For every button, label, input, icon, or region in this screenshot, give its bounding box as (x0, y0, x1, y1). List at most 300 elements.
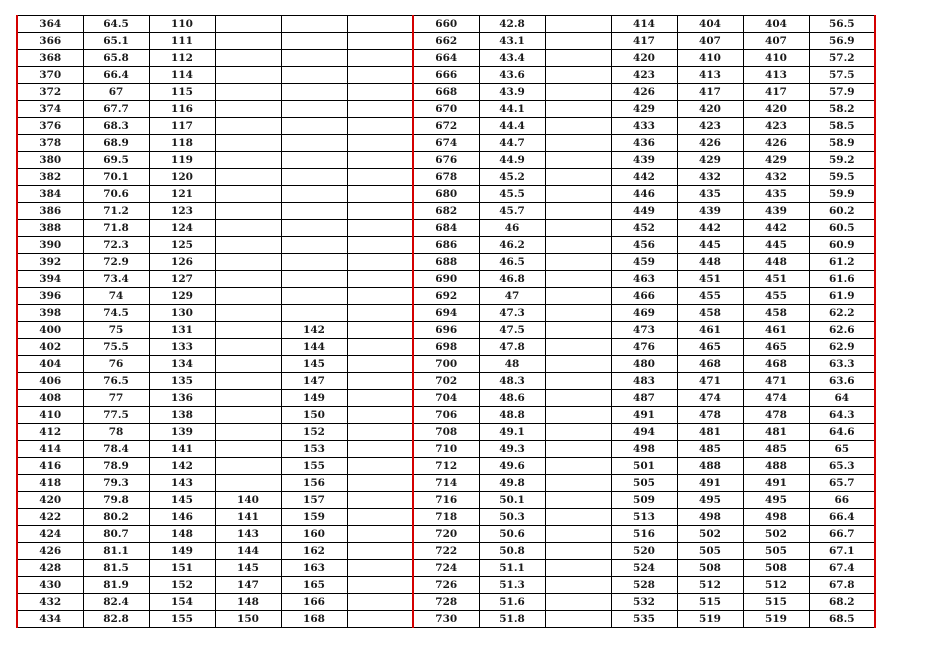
table-cell: 417 (611, 33, 677, 50)
table-cell: 67.4 (809, 560, 875, 577)
table-cell: 78 (83, 424, 149, 441)
table-cell: 68.5 (809, 611, 875, 628)
table-cell (215, 237, 281, 254)
table-cell: 708 (413, 424, 479, 441)
table-cell (545, 594, 611, 611)
table-cell: 68.2 (809, 594, 875, 611)
table-cell: 423 (743, 118, 809, 135)
table-cell: 140 (215, 492, 281, 509)
table-cell: 134 (149, 356, 215, 373)
table-cell: 426 (17, 543, 83, 560)
table-cell: 502 (743, 526, 809, 543)
table-cell: 428 (17, 560, 83, 577)
table-cell: 488 (677, 458, 743, 475)
table-cell: 494 (611, 424, 677, 441)
table-cell (347, 390, 413, 407)
table-row (17, 16, 875, 33)
table-cell (347, 611, 413, 628)
table-row (17, 203, 875, 220)
table-cell (347, 509, 413, 526)
table-cell: 471 (677, 373, 743, 390)
table-cell (347, 254, 413, 271)
table-cell: 488 (743, 458, 809, 475)
table-cell: 446 (611, 186, 677, 203)
table-row (17, 441, 875, 458)
table-cell: 432 (743, 169, 809, 186)
table-cell (215, 254, 281, 271)
table-cell (281, 203, 347, 220)
table-cell: 42.8 (479, 16, 545, 33)
table-cell (545, 33, 611, 50)
table-cell (545, 526, 611, 543)
table-cell: 535 (611, 611, 677, 628)
table-cell: 404 (17, 356, 83, 373)
table-cell: 66.4 (809, 509, 875, 526)
table-cell: 448 (743, 254, 809, 271)
table-cell (545, 322, 611, 339)
table-cell: 465 (743, 339, 809, 356)
table-cell: 435 (677, 186, 743, 203)
table-cell: 404 (677, 16, 743, 33)
table-row (17, 475, 875, 492)
table-cell: 473 (611, 322, 677, 339)
table-cell: 429 (677, 152, 743, 169)
table-cell: 130 (149, 305, 215, 322)
table-cell (545, 475, 611, 492)
table-cell: 406 (17, 373, 83, 390)
table-cell: 141 (149, 441, 215, 458)
table-cell (347, 543, 413, 560)
table-cell: 46 (479, 220, 545, 237)
table-row (17, 509, 875, 526)
table-cell: 146 (149, 509, 215, 526)
table-cell: 698 (413, 339, 479, 356)
table-cell: 57.5 (809, 67, 875, 84)
table-row (17, 322, 875, 339)
table-cell: 43.1 (479, 33, 545, 50)
table-cell: 469 (611, 305, 677, 322)
table-cell: 432 (677, 169, 743, 186)
table-cell (347, 16, 413, 33)
table-cell: 129 (149, 288, 215, 305)
table-cell: 157 (281, 492, 347, 509)
table-cell: 478 (677, 407, 743, 424)
table-cell: 468 (743, 356, 809, 373)
table-cell: 502 (677, 526, 743, 543)
table-cell: 163 (281, 560, 347, 577)
table-cell: 43.6 (479, 67, 545, 84)
table-cell: 62.2 (809, 305, 875, 322)
table-cell: 49.1 (479, 424, 545, 441)
table-cell: 75.5 (83, 339, 149, 356)
table-cell: 82.8 (83, 611, 149, 628)
table-cell: 51.8 (479, 611, 545, 628)
table-cell (545, 424, 611, 441)
table-cell: 396 (17, 288, 83, 305)
table-cell: 512 (743, 577, 809, 594)
table-cell: 47 (479, 288, 545, 305)
table-cell: 481 (743, 424, 809, 441)
table-cell: 47.8 (479, 339, 545, 356)
table-cell: 680 (413, 186, 479, 203)
table-cell (545, 288, 611, 305)
table-cell: 49.3 (479, 441, 545, 458)
table-cell: 519 (677, 611, 743, 628)
table-cell: 133 (149, 339, 215, 356)
table-cell (215, 305, 281, 322)
table-cell: 426 (677, 135, 743, 152)
table-row (17, 339, 875, 356)
table-cell (347, 492, 413, 509)
table-cell (347, 169, 413, 186)
table-cell: 692 (413, 288, 479, 305)
table-cell: 142 (281, 322, 347, 339)
table-cell: 524 (611, 560, 677, 577)
table-cell: 64.5 (83, 16, 149, 33)
table-cell: 50.8 (479, 543, 545, 560)
table-cell: 58.9 (809, 135, 875, 152)
table-cell (347, 203, 413, 220)
table-cell: 143 (149, 475, 215, 492)
table-cell (545, 543, 611, 560)
table-cell (215, 169, 281, 186)
table-cell: 135 (149, 373, 215, 390)
table-cell (545, 458, 611, 475)
table-cell: 660 (413, 16, 479, 33)
table-cell: 60.5 (809, 220, 875, 237)
table-cell: 712 (413, 458, 479, 475)
table-cell: 404 (743, 16, 809, 33)
table-cell (545, 84, 611, 101)
table-row (17, 373, 875, 390)
table-cell: 394 (17, 271, 83, 288)
table-cell (347, 441, 413, 458)
table-cell: 145 (281, 356, 347, 373)
table-cell: 80.7 (83, 526, 149, 543)
table-cell: 65.3 (809, 458, 875, 475)
table-cell: 66.7 (809, 526, 875, 543)
table-cell: 366 (17, 33, 83, 50)
table-cell (347, 135, 413, 152)
table-cell: 80.2 (83, 509, 149, 526)
table-cell: 676 (413, 152, 479, 169)
table-cell (545, 271, 611, 288)
table-body (17, 16, 875, 628)
table-cell: 378 (17, 135, 83, 152)
table-cell: 57.2 (809, 50, 875, 67)
table-cell (215, 475, 281, 492)
table-row (17, 543, 875, 560)
table-cell: 520 (611, 543, 677, 560)
table-cell (545, 611, 611, 628)
table-cell: 508 (677, 560, 743, 577)
table-cell: 700 (413, 356, 479, 373)
table-cell: 111 (149, 33, 215, 50)
table-cell (545, 509, 611, 526)
table-cell (545, 339, 611, 356)
table-cell: 442 (611, 169, 677, 186)
table-cell: 433 (611, 118, 677, 135)
table-cell: 71.8 (83, 220, 149, 237)
table-cell: 414 (611, 16, 677, 33)
table-cell: 410 (17, 407, 83, 424)
table-cell: 420 (611, 50, 677, 67)
table-cell (347, 407, 413, 424)
table-cell: 501 (611, 458, 677, 475)
table-cell: 429 (743, 152, 809, 169)
table-cell: 466 (611, 288, 677, 305)
table-cell: 684 (413, 220, 479, 237)
table-cell: 127 (149, 271, 215, 288)
table-cell: 152 (149, 577, 215, 594)
table-cell: 76 (83, 356, 149, 373)
table-cell: 376 (17, 118, 83, 135)
table-cell: 117 (149, 118, 215, 135)
table-cell: 716 (413, 492, 479, 509)
table-cell: 124 (149, 220, 215, 237)
table-cell: 44.9 (479, 152, 545, 169)
table-cell: 704 (413, 390, 479, 407)
table-cell: 121 (149, 186, 215, 203)
table-cell (545, 305, 611, 322)
table-cell: 64.3 (809, 407, 875, 424)
table-cell: 451 (677, 271, 743, 288)
table-cell: 442 (743, 220, 809, 237)
table-cell: 384 (17, 186, 83, 203)
table-cell: 728 (413, 594, 479, 611)
table-cell (347, 50, 413, 67)
table-cell: 439 (677, 203, 743, 220)
table-cell: 498 (743, 509, 809, 526)
table-row (17, 560, 875, 577)
table-cell: 144 (281, 339, 347, 356)
table-cell: 66.4 (83, 67, 149, 84)
table-cell: 426 (743, 135, 809, 152)
table-cell: 82.4 (83, 594, 149, 611)
table-cell (347, 33, 413, 50)
table-cell: 119 (149, 152, 215, 169)
table-cell: 429 (611, 101, 677, 118)
table-cell: 70.6 (83, 186, 149, 203)
table-cell (215, 407, 281, 424)
table-cell: 48 (479, 356, 545, 373)
table-cell (347, 84, 413, 101)
table-cell: 50.1 (479, 492, 545, 509)
table-cell (347, 152, 413, 169)
table-cell: 413 (677, 67, 743, 84)
table-cell: 123 (149, 203, 215, 220)
table-cell: 68.9 (83, 135, 149, 152)
table-cell: 46.5 (479, 254, 545, 271)
table-cell: 44.7 (479, 135, 545, 152)
table-cell: 451 (743, 271, 809, 288)
table-cell: 445 (743, 237, 809, 254)
table-row (17, 50, 875, 67)
table-cell: 151 (149, 560, 215, 577)
table-cell: 165 (281, 577, 347, 594)
table-cell: 51.1 (479, 560, 545, 577)
table-cell: 442 (677, 220, 743, 237)
table-cell (545, 390, 611, 407)
table-cell: 400 (17, 322, 83, 339)
table-cell (545, 356, 611, 373)
table-row (17, 135, 875, 152)
table-row (17, 288, 875, 305)
table-cell: 67.1 (809, 543, 875, 560)
table-cell: 519 (743, 611, 809, 628)
table-cell: 152 (281, 424, 347, 441)
table-cell (281, 50, 347, 67)
table-cell: 74 (83, 288, 149, 305)
table-row (17, 492, 875, 509)
table-cell: 664 (413, 50, 479, 67)
table-cell (545, 169, 611, 186)
table-cell: 505 (611, 475, 677, 492)
table-cell: 452 (611, 220, 677, 237)
table-cell: 370 (17, 67, 83, 84)
table-cell: 694 (413, 305, 479, 322)
table-cell (215, 152, 281, 169)
table-cell: 672 (413, 118, 479, 135)
table-cell: 439 (743, 203, 809, 220)
table-row (17, 271, 875, 288)
table-cell: 382 (17, 169, 83, 186)
table-cell: 66 (809, 492, 875, 509)
table-cell (545, 186, 611, 203)
table-cell (215, 373, 281, 390)
table-cell: 43.4 (479, 50, 545, 67)
table-cell: 505 (743, 543, 809, 560)
table-cell: 56.9 (809, 33, 875, 50)
table-cell (215, 356, 281, 373)
table-cell (281, 84, 347, 101)
table-cell: 49.8 (479, 475, 545, 492)
table-cell: 47.3 (479, 305, 545, 322)
table-cell: 388 (17, 220, 83, 237)
table-cell: 79.8 (83, 492, 149, 509)
table-cell: 410 (743, 50, 809, 67)
table-cell (215, 458, 281, 475)
table-cell: 76.5 (83, 373, 149, 390)
table-cell: 149 (281, 390, 347, 407)
table-cell: 495 (677, 492, 743, 509)
table-cell (281, 220, 347, 237)
table-cell: 420 (743, 101, 809, 118)
table-cell (281, 169, 347, 186)
table-cell: 471 (743, 373, 809, 390)
table-cell: 407 (677, 33, 743, 50)
table-cell: 67.7 (83, 101, 149, 118)
table-cell: 155 (149, 611, 215, 628)
table-cell: 115 (149, 84, 215, 101)
table-cell: 112 (149, 50, 215, 67)
table-cell: 714 (413, 475, 479, 492)
table-cell: 417 (677, 84, 743, 101)
table-cell: 118 (149, 135, 215, 152)
table-cell: 424 (17, 526, 83, 543)
table-cell (281, 152, 347, 169)
table-cell: 44.1 (479, 101, 545, 118)
table-cell (281, 186, 347, 203)
table-cell: 70.1 (83, 169, 149, 186)
table-cell: 528 (611, 577, 677, 594)
table-cell: 65.7 (809, 475, 875, 492)
table-cell: 162 (281, 543, 347, 560)
table-cell: 458 (743, 305, 809, 322)
table-cell: 60.2 (809, 203, 875, 220)
table-cell: 72.9 (83, 254, 149, 271)
table-cell: 148 (149, 526, 215, 543)
table-row (17, 577, 875, 594)
table-cell: 64 (809, 390, 875, 407)
table-cell (545, 16, 611, 33)
table-cell: 390 (17, 237, 83, 254)
table-cell (347, 475, 413, 492)
table-row (17, 220, 875, 237)
table-cell: 45.2 (479, 169, 545, 186)
table-cell (545, 492, 611, 509)
table-cell (281, 305, 347, 322)
table-cell (545, 577, 611, 594)
table-cell (215, 101, 281, 118)
table-cell: 722 (413, 543, 479, 560)
table-cell: 481 (677, 424, 743, 441)
table-row (17, 67, 875, 84)
table-cell: 147 (281, 373, 347, 390)
table-cell (281, 288, 347, 305)
table-cell: 423 (611, 67, 677, 84)
table-cell: 512 (677, 577, 743, 594)
table-cell: 706 (413, 407, 479, 424)
table-cell (215, 441, 281, 458)
table-cell: 662 (413, 33, 479, 50)
table-row (17, 390, 875, 407)
table-cell (281, 254, 347, 271)
table-cell (281, 33, 347, 50)
table-cell: 670 (413, 101, 479, 118)
table-cell: 423 (677, 118, 743, 135)
table-cell: 67 (83, 84, 149, 101)
table-cell: 445 (677, 237, 743, 254)
table-cell (347, 322, 413, 339)
table-cell (545, 67, 611, 84)
table-cell: 144 (215, 543, 281, 560)
table-cell (347, 220, 413, 237)
table-cell: 43.9 (479, 84, 545, 101)
table-cell (545, 373, 611, 390)
table-cell: 408 (17, 390, 83, 407)
table-cell: 139 (149, 424, 215, 441)
table-cell: 532 (611, 594, 677, 611)
table-cell: 79.3 (83, 475, 149, 492)
table-cell: 730 (413, 611, 479, 628)
table-cell: 491 (743, 475, 809, 492)
table-cell: 51.6 (479, 594, 545, 611)
table-cell: 160 (281, 526, 347, 543)
table-row (17, 152, 875, 169)
table-cell: 461 (677, 322, 743, 339)
table-cell: 416 (17, 458, 83, 475)
table-cell: 398 (17, 305, 83, 322)
table-cell: 410 (677, 50, 743, 67)
table-cell (215, 16, 281, 33)
table-cell (545, 407, 611, 424)
table-cell: 45.5 (479, 186, 545, 203)
table-cell: 64.6 (809, 424, 875, 441)
table-cell: 436 (611, 135, 677, 152)
table-cell: 145 (149, 492, 215, 509)
table-cell (347, 424, 413, 441)
